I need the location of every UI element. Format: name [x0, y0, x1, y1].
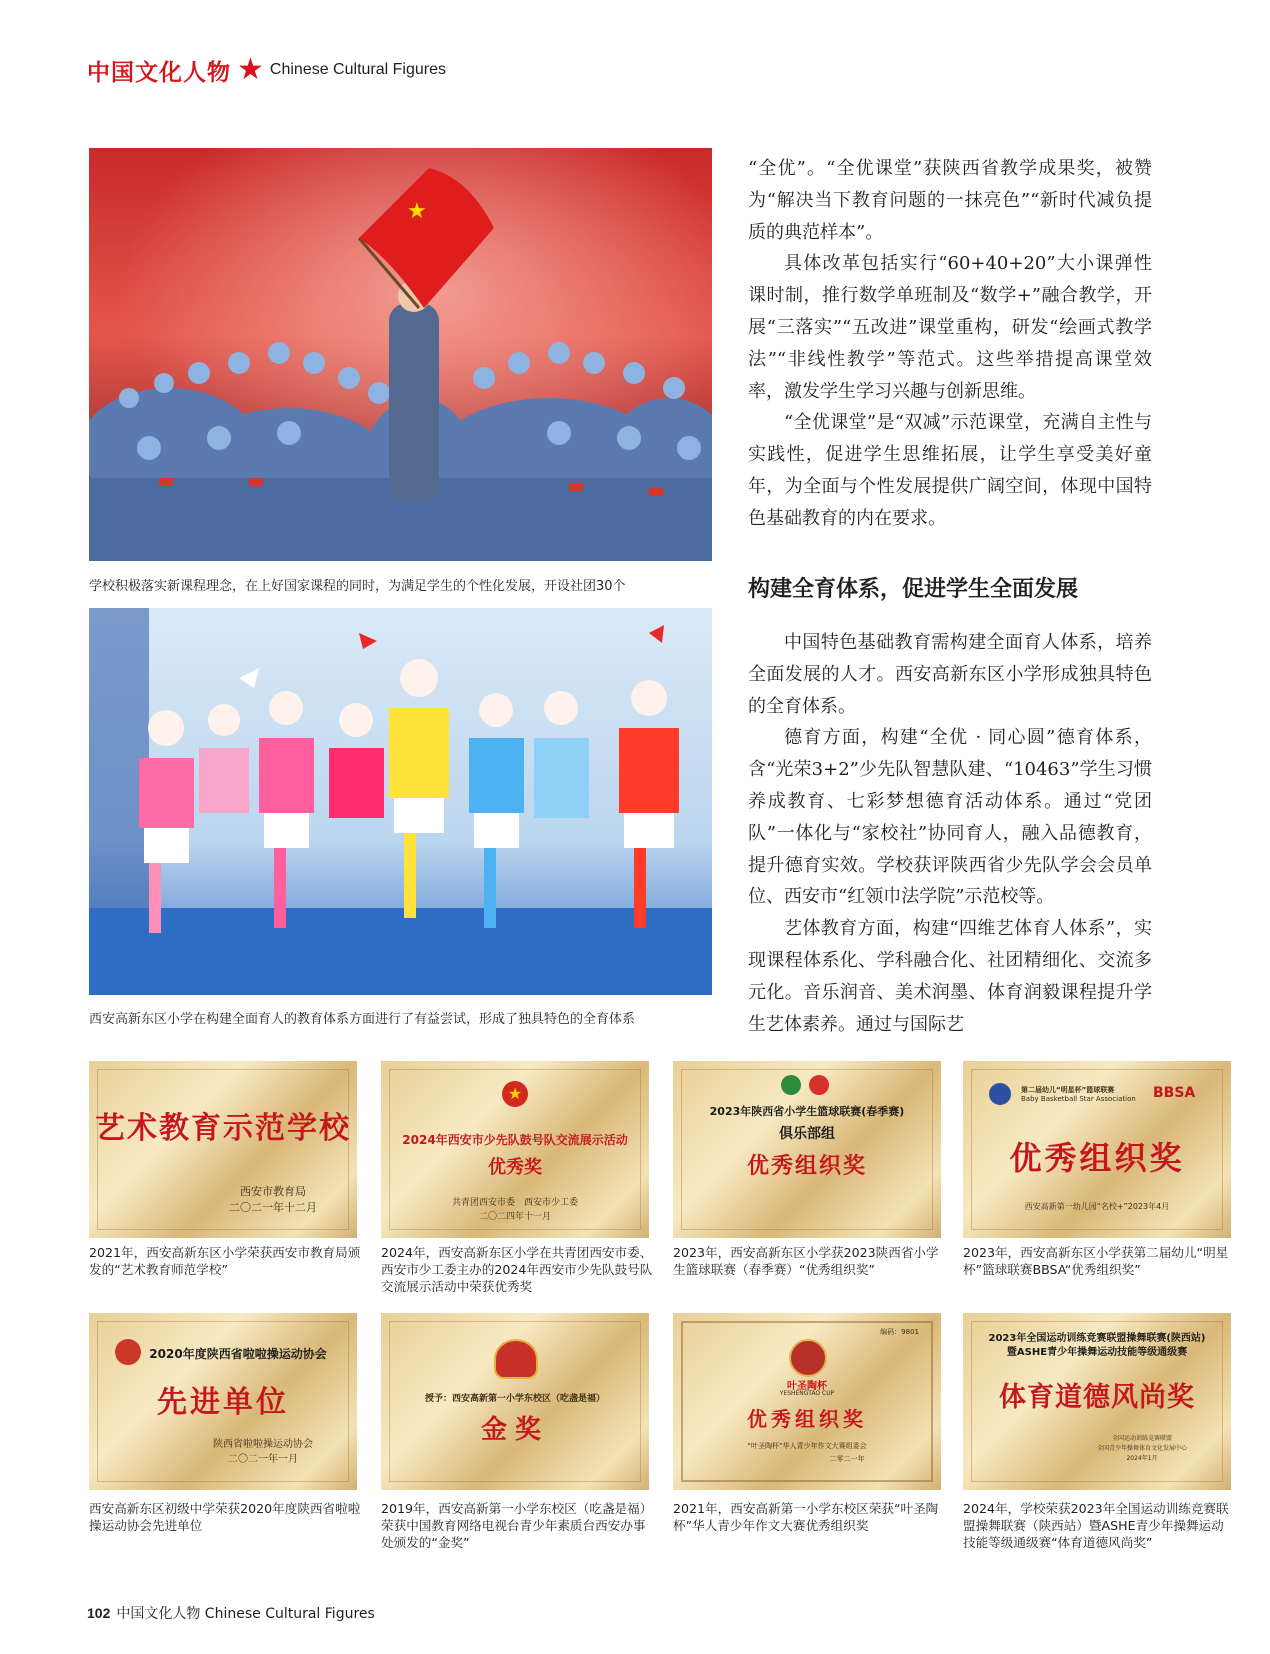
- plaque-date: 二〇二一年十二月: [229, 1201, 317, 1214]
- plaque-title: 艺术教育示范学校: [95, 1111, 351, 1146]
- plaque-date: 2024年1月: [1126, 1455, 1158, 1462]
- plaque-issuer-2: 全国青少年操舞体育文化发展中心: [1096, 1445, 1187, 1452]
- award-plaque: [673, 1061, 941, 1238]
- award-caption: 2019年，西安高新第一小学东校区（吃盏是福）荣获中国教育网络电视台青少年素质台西安办事处颁发的“金奖”: [381, 1501, 653, 1550]
- award-caption: 2021年，西安高新东区小学荣获西安市教育局颁发的“艺术教育师范学校”: [89, 1245, 361, 1277]
- logo-icon: [809, 1075, 829, 1095]
- plaque-heading-2: 暨ASHE青少年操舞运动技能等级通级赛: [1006, 1347, 1188, 1358]
- star-icon: ★: [237, 52, 264, 87]
- plaque-title: 优秀组织奖: [747, 1407, 867, 1431]
- award-caption: 2024年，西安高新东区小学在共青团西安市委、西安市少工委主办的2024年西安市少先队鼓号队交流展示活动中荣获优秀奖: [381, 1245, 653, 1294]
- plaque-issuer: 全国运动训练竞赛联盟: [1111, 1435, 1172, 1442]
- award-caption: 2023年，西安高新东区小学获第二届幼儿“明星杯”篮球联赛BBSA“优秀组织奖”: [963, 1245, 1229, 1277]
- plaque-recipient: 授予：西安高新第一小学东校区（吃盏是福）: [424, 1394, 605, 1404]
- award-plaque: [673, 1313, 941, 1490]
- article-paragraph: 艺体教育方面，构建“四维艺体育人体系”，实现课程体系化、学科融合化、社团精细化、交流多元化。音乐润音、美术润墨、体育润毅课程提升学生艺体素养。通过与国际艺: [748, 918, 1152, 1035]
- plaque-issuer: 陕西省啦啦操运动协会: [213, 1439, 313, 1450]
- award-plaque: [381, 1313, 649, 1490]
- plaque-heading: 叶圣陶杯: [787, 1381, 827, 1392]
- trophy-emblem-icon: [494, 1339, 538, 1379]
- article-paragraph: 德育方面，构建“全优 · 同心圆”德育体系，含“光荣3+2”少先队智慧队建、“10463”学生习惯养成教育、七彩梦想德育活动体系。通过“党团队”一体化与“家校社”协同育人，融入品德教育，提升德育实效。学校获评陕西省少先队学会会员单位、西安市“红领巾法学院”示范校等。: [748, 727, 1152, 908]
- plaque-heading: 2024年西安市少先队鼓号队交流展示活动: [402, 1133, 628, 1147]
- plaque-issuer: 西安市教育局: [240, 1185, 306, 1198]
- magazine-header: [87, 52, 446, 88]
- magazine-brand-cn: 中国文化人物: [87, 58, 231, 86]
- party-emblem-icon: ★: [502, 1081, 528, 1107]
- bbsa-logo-abbr: BBSA: [1153, 1085, 1196, 1101]
- award-plaque: [963, 1061, 1231, 1238]
- plaque-heading: 2020年度陕西省啦啦操运动协会: [149, 1347, 327, 1361]
- svg-text:★: ★: [407, 199, 427, 224]
- bottom-photo-caption: 西安高新东区小学在构建全面育人的教育体系方面进行了有益尝试，形成了独具特色的全育体系: [89, 1012, 636, 1027]
- article-paragraph: 中国特色基础教育需构建全面育人体系，培养全面发展的人才。西安高新东区小学形成独具特色的全育体系。: [748, 632, 1152, 717]
- plaque-heading: 2023年陕西省小学生篮球联赛(春季赛): [709, 1105, 905, 1118]
- article-paragraph: “全优”。“全优课堂”获陕西省教学成果奖，被赞为“解决当下教育问题的一抹亮色”“新时代减负提质的典范样本”。: [748, 158, 1152, 243]
- article-text-top: [748, 153, 1152, 535]
- award-caption: 2021年，西安高新第一小学东校区荣获“叶圣陶杯”华人青少年作文大赛优秀组织奖: [673, 1501, 939, 1533]
- plaque-date: 二〇二四年十一月: [478, 1212, 551, 1222]
- plaque-title: 金奖: [480, 1415, 549, 1445]
- portrait-emblem-icon: [789, 1339, 827, 1377]
- top-photo-caption: 学校积极落实新课程理念，在上好国家课程的同时，为满足学生的个性化发展，开设社团30个: [89, 579, 626, 594]
- article-paragraph: “全优课堂”是“双减”示范课堂，充满自主性与实践性，促进学生思维拓展，让学生享受美好童年，为全面与个性发展提供广阔空间，体现中国特色基础教育的内在要求。: [748, 412, 1152, 529]
- bbsa-logo-en: Baby Basketball Star Association: [1021, 1095, 1136, 1103]
- plaque-title: 优秀奖: [488, 1157, 542, 1178]
- plaque-issuer: “叶圣陶杯”华人青少年作文大赛组委会: [747, 1442, 867, 1450]
- award-plaque: [89, 1061, 357, 1238]
- footer-text: 中国文化人物 Chinese Cultural Figures: [116, 1606, 375, 1622]
- award-caption: 2024年，学校荣获2023年全国运动训练竞赛联盟操舞联赛（陕西站）暨ASHE青少年操舞运动技能等级通级赛“体育道德风尚奖”: [963, 1501, 1229, 1550]
- plaque-issuer: 共青团西安市委 西安市少工委: [451, 1198, 578, 1208]
- award-caption: 西安高新东区初级中学荣获2020年度陕西省啦啦操运动协会先进单位: [89, 1501, 361, 1533]
- dance-photo-children: [89, 608, 712, 995]
- article-paragraph: 具体改革包括实行“60+40+20”大小课弹性课时制，推行数学单班制及“数学+”融合教学，开展“三落实”“五改进”课堂重构，研发“绘画式教学法”“非线性教学”等范式。这些举措提高课堂效率，激发学生学习兴趣与创新思维。: [748, 253, 1152, 402]
- magazine-brand-en: Chinese Cultural Figures: [269, 61, 446, 78]
- section-title: 构建全育体系，促进学生全面发展: [748, 577, 1079, 602]
- plaque-date: 二零二一年: [829, 1455, 865, 1463]
- bbsa-logo-cn: 第二届幼儿“明星杯”篮球联赛: [1021, 1086, 1115, 1094]
- plaque-title: 优秀组织奖: [746, 1153, 867, 1179]
- plaque-subheading: 俱乐部组: [779, 1126, 835, 1142]
- award-caption: 2023年，西安高新东区小学获2023陕西省小学生篮球联赛（春季赛）“优秀组织奖”: [673, 1245, 939, 1277]
- plaque-heading-en: YESHENGTAO CUP: [779, 1390, 835, 1397]
- award-plaque: [89, 1313, 357, 1490]
- performance-photo-red-flag: [89, 148, 712, 561]
- plaque-heading: 2023年全国运动训练竞赛联盟操舞联赛(陕西站): [988, 1333, 1206, 1344]
- plaque-title: 先进单位: [157, 1385, 289, 1420]
- bbsa-logo-icon: [989, 1083, 1011, 1105]
- award-plaque: [963, 1313, 1231, 1490]
- plaque-date: 二〇二一年一月: [228, 1454, 298, 1465]
- plaque-title: 优秀组织奖: [1009, 1139, 1185, 1177]
- plaque-date: 西安高新第一幼儿园“名校+”2023年4月: [1024, 1202, 1170, 1211]
- plaque-code: 编码：9801: [880, 1328, 919, 1336]
- article-text-bottom: [748, 627, 1152, 1040]
- page-number: 102: [87, 1605, 111, 1621]
- plaque-title: 体育道德风尚奖: [999, 1382, 1195, 1413]
- logo-icon: [781, 1075, 801, 1095]
- award-plaque: [381, 1061, 649, 1238]
- page-footer: [87, 1603, 375, 1623]
